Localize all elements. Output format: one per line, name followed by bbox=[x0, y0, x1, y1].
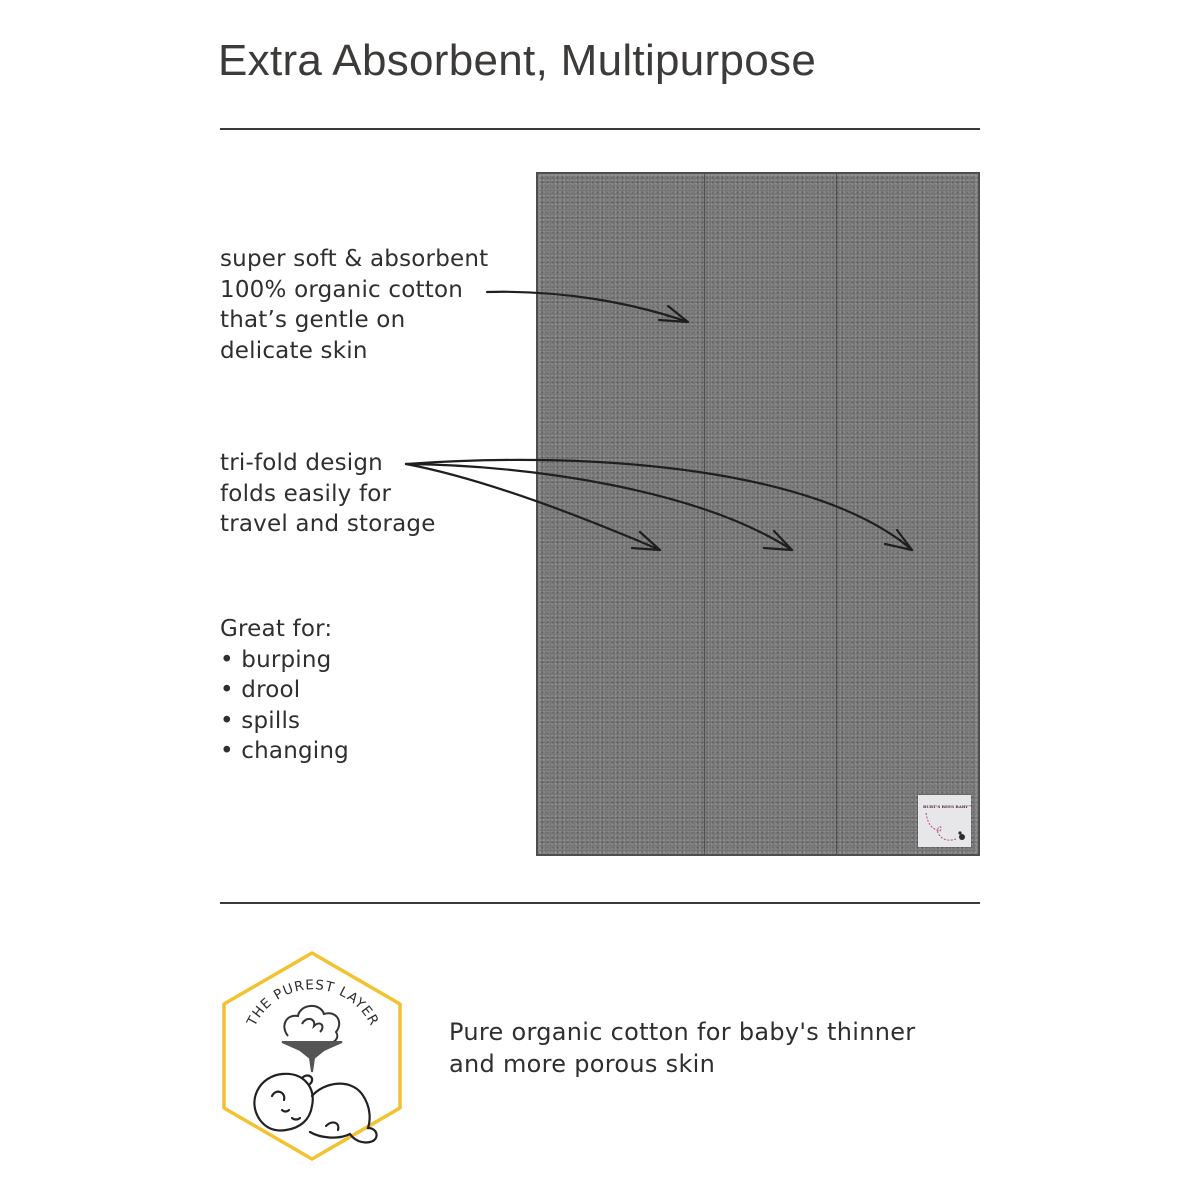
bee-trail-icon bbox=[918, 795, 971, 847]
benefit-line-1: Pure organic cotton for baby's thinner bbox=[449, 1018, 916, 1046]
uses-item: • burping bbox=[220, 646, 332, 673]
badge-text: THE PUREST LAYER bbox=[243, 977, 383, 1029]
product-image-burp-cloth bbox=[536, 172, 980, 856]
uses-item: • drool bbox=[220, 677, 301, 703]
uses-item: • spills bbox=[220, 707, 301, 734]
fold-line-right bbox=[836, 174, 837, 854]
callout-trifold-line-1: tri-fold design bbox=[220, 450, 383, 476]
callout-softness-line-2: 100% organic cotton bbox=[220, 276, 464, 303]
page-title: Extra Absorbent, Multipurpose bbox=[218, 36, 817, 85]
bottom-divider bbox=[220, 902, 980, 904]
top-divider bbox=[220, 128, 980, 130]
benefit-text bbox=[449, 1016, 915, 1080]
fold-line-left bbox=[704, 174, 705, 854]
purest-layer-badge bbox=[220, 950, 404, 1162]
callout-softness-line-3: that’s gentle on bbox=[220, 307, 406, 333]
brand-tag bbox=[918, 795, 971, 847]
callout-trifold-line-3: travel and storage bbox=[220, 511, 436, 537]
benefit-line-2: and more porous skin bbox=[449, 1050, 716, 1078]
uses-heading: Great for: bbox=[220, 616, 333, 642]
callout-softness bbox=[220, 244, 488, 366]
brand-tag-text: BURT'S BEES BABY™ bbox=[923, 804, 973, 809]
callout-softness-line-1: super soft & absorbent bbox=[220, 246, 489, 272]
callout-trifold bbox=[220, 448, 436, 540]
uses-item: • changing bbox=[220, 738, 349, 764]
uses-list bbox=[220, 614, 349, 767]
callout-softness-line-4: delicate skin bbox=[220, 337, 368, 364]
callout-trifold-line-2: folds easily for bbox=[220, 480, 392, 507]
